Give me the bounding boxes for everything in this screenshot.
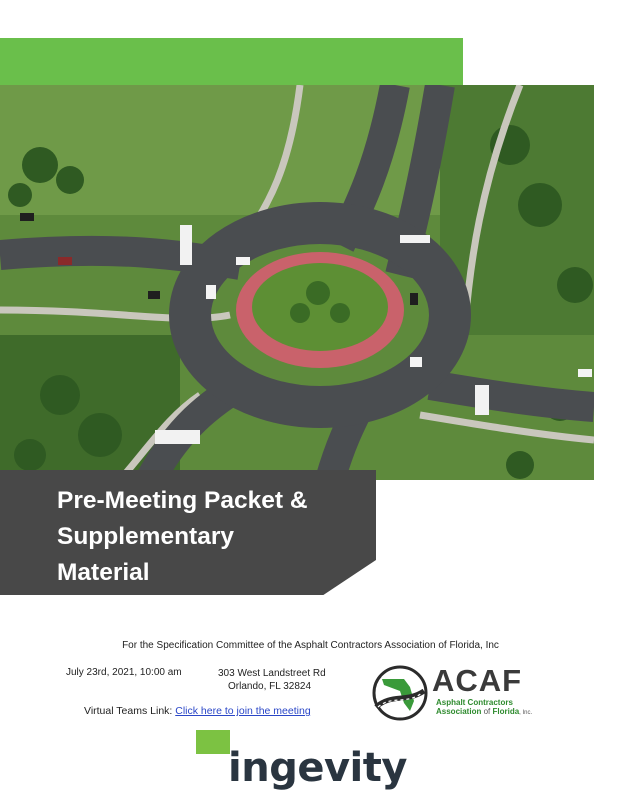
meeting-date: July 23rd, 2021, 10:00 am [66, 667, 182, 678]
title-line-2: Supplementary [57, 523, 234, 550]
acaf-abbr: ACAF [432, 663, 523, 698]
committee-line: For the Specification Committee of the Asphalt Contractors Association of Florida, Inc [122, 640, 499, 651]
acaf-inc: , Inc. [519, 710, 533, 716]
title-line-1: Pre-Meeting Packet & [57, 487, 308, 514]
acaf-of: of [483, 707, 491, 716]
teams-label: Virtual Teams Link: [84, 705, 173, 717]
teams-meeting-link[interactable]: Click here to join the meeting [175, 705, 311, 717]
roundabout-aerial-photo [0, 85, 594, 480]
acaf-florida: Florida [492, 707, 520, 716]
address-line-1: 303 West Landstreet Rd [218, 668, 326, 679]
ingevity-wordmark: ingevity [228, 745, 407, 791]
acaf-logo [370, 663, 550, 723]
address-line-2: Orlando, FL 32824 [228, 681, 312, 692]
teams-link-row [84, 705, 311, 717]
document-title [57, 483, 377, 591]
ingevity-logo [196, 730, 436, 800]
header-green-bar [0, 38, 463, 85]
title-line-3: Material [57, 559, 150, 586]
acaf-association: Association [436, 707, 482, 716]
acaf-subtitle-2 [436, 707, 532, 718]
acaf-subtitle-1: Asphalt Contractors [436, 698, 513, 707]
ingevity-green-square [196, 730, 230, 754]
meeting-address [218, 667, 326, 693]
